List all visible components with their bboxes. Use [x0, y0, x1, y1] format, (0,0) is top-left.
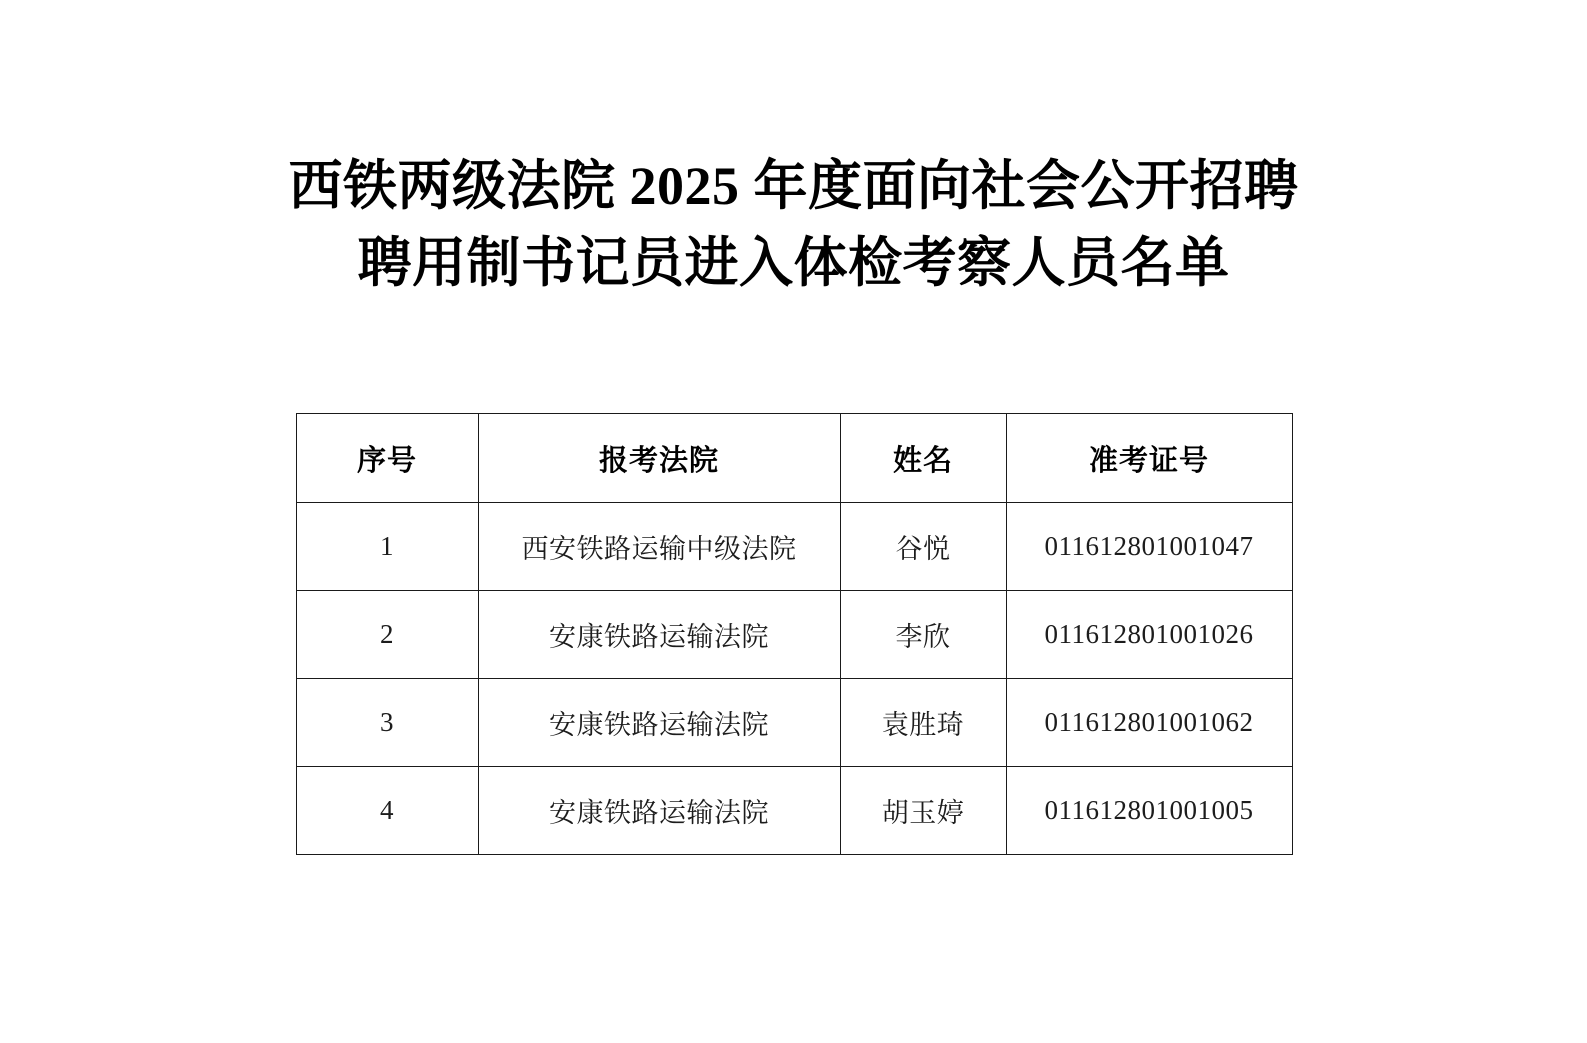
page-title-line-2: 聘用制书记员进入体检考察人员名单 [357, 232, 1230, 293]
cell-name: 李欣 [840, 591, 1006, 679]
table-row [296, 591, 1292, 679]
table-row [296, 503, 1292, 591]
cell-ticket: 011612801001062 [1006, 679, 1292, 767]
cell-court: 西安铁路运输中级法院 [478, 503, 840, 591]
column-header-ticket: 准考证号 [1006, 414, 1292, 503]
column-header-court: 报考法院 [478, 414, 840, 503]
roster-table-container [296, 301, 1292, 855]
cell-ticket: 011612801001005 [1006, 767, 1292, 855]
cell-name: 谷悦 [840, 503, 1006, 591]
cell-court: 安康铁路运输法院 [478, 767, 840, 855]
cell-ticket: 011612801001047 [1006, 503, 1292, 591]
page-title-line-1: 西铁两级法院 2025 年度面向社会公开招聘 [288, 156, 1299, 216]
column-header-name: 姓名 [840, 414, 1006, 503]
cell-index: 4 [296, 767, 478, 855]
table-row [296, 679, 1292, 767]
cell-index: 3 [296, 679, 478, 767]
column-header-index: 序号 [296, 414, 478, 503]
cell-court: 安康铁路运输法院 [478, 679, 840, 767]
roster-table [296, 413, 1293, 855]
cell-index: 1 [296, 503, 478, 591]
cell-index: 2 [296, 591, 478, 679]
table-body [296, 503, 1292, 855]
cell-ticket: 011612801001026 [1006, 591, 1292, 679]
table-header-row [296, 414, 1292, 503]
page-title [0, 0, 1587, 301]
cell-name: 胡玉婷 [840, 767, 1006, 855]
table-row [296, 767, 1292, 855]
cell-court: 安康铁路运输法院 [478, 591, 840, 679]
cell-name: 袁胜琦 [840, 679, 1006, 767]
table-header [296, 414, 1292, 503]
